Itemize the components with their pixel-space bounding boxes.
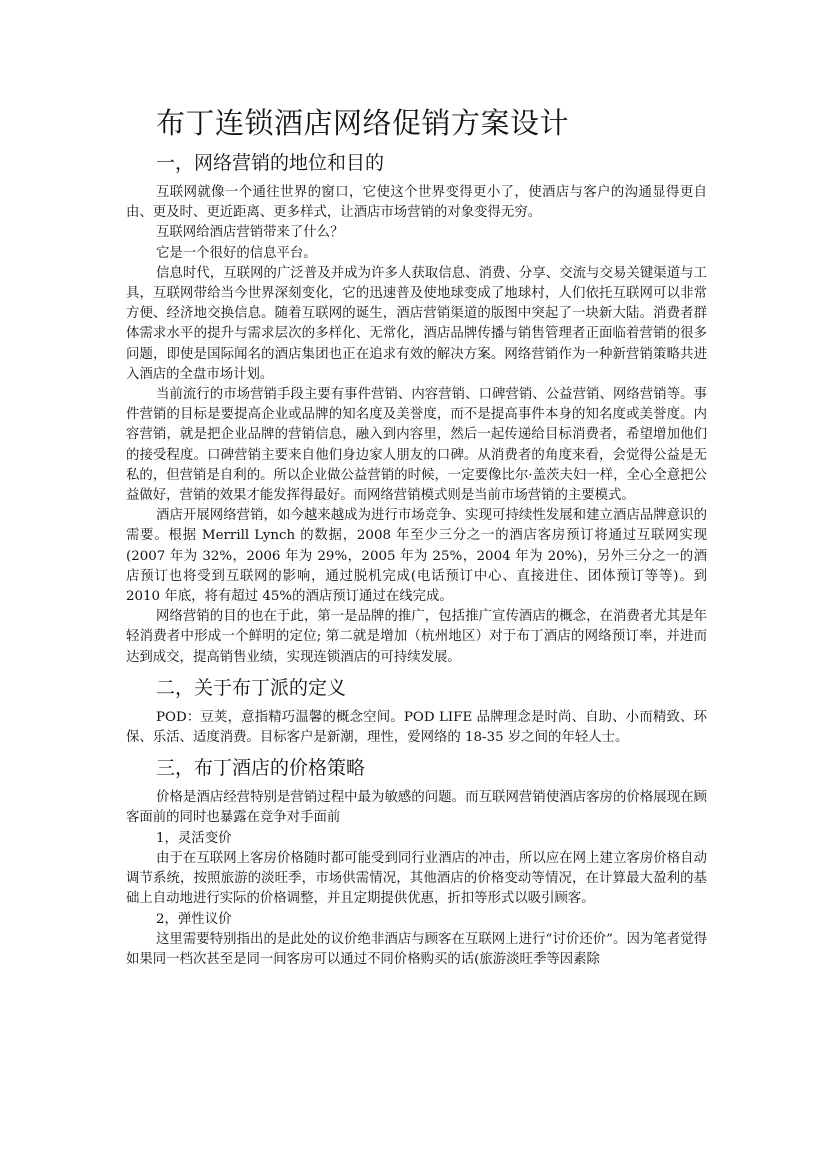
paragraph: 价格是酒店经营特别是营销过程中最为敏感的问题。而互联网营销使酒店客房的价格展现在顾客面前的同时也暴露在竞争对手面前	[126, 790, 707, 826]
paragraph: 酒店开展网络营销，如今越来越成为进行市场竞争、实现可持续性发展和建立酒店品牌意识的需要。根据 Merrill Lynch 的数据，2008 年至少三分之一的酒店客房预订将通过互联网实现(2007 年为 32%，2006 年为 29%，2005 年为 25%，2004 年为 20%)，另外三分之一的酒店预订也将受到互联网的影响，通过脱机完成(电话预订中心、直接进住、团体预订等等)。到 2010 年底，将有超过 45%的酒店预订通过在线完成。	[126, 508, 707, 605]
section-heading: 一，网络营销的地位和目的	[156, 152, 385, 174]
section-heading: 三，布丁酒店的价格策略	[156, 757, 366, 780]
paragraph: 互联网给酒店营销带来了什么？	[156, 225, 344, 241]
paragraph: 信息时代，互联网的广泛普及并成为许多人获取信息、消费、分享、交流与交易关键渠道与工具，互联网带给当今世界深刻变化，它的迅速普及使地球变成了地球村，人们依托互联网可以非常方便、经济地交换信息。随着互联网的诞生，酒店营销渠道的版图中突起了一块新大陆。消费者群体需求水平的提升与需求层次的多样化、无常化，酒店品牌传播与销售管理者正面临着营销的很多问题，即使是国际闻名的酒店集团也正在追求有效的解决方案。网络营销作为一种新营销策略共进入酒店的全盘市场计划。	[126, 265, 707, 382]
list-heading: 2，弹性议价	[156, 911, 232, 927]
paragraph: POD：豆荚，意指精巧温馨的概念空间。POD LIFE 品牌理念是时尚、自助、小而精致、环保、乐活、适度消费。目标客户是新潮，理性，爱网络的 18-35 岁之间的年轻人士。	[126, 709, 707, 746]
list-heading: 1，灵活变价	[156, 830, 232, 846]
document-title: 布丁连锁酒店网络促销方案设计	[156, 106, 570, 140]
paragraph: 网络营销的目的也在于此，第一是品牌的推广，包括推广宣传酒店的概念，在消费者尤其是年轻消费者中形成一个鲜明的定位; 第二就是增加（杭州地区）对于布丁酒店的网络预订率，并进而达到成交，提高销售业绩，实现连锁酒店的可持续发展。	[126, 609, 707, 665]
paragraph: 它是一个很好的信息平台。	[156, 245, 317, 261]
paragraph: 互联网就像一个通往世界的窗口，它使这个世界变得更小了，使酒店与客户的沟通显得更自由、更及时、更近距离、更多样式，让酒店市场营销的对象变得无穷。	[126, 185, 707, 221]
paragraph: 当前流行的市场营销手段主要有事件营销、内容营销、口碑营销、公益营销、网络营销等。事件营销的目标是要提高企业或品牌的知名度及美誉度，而不是提高事件本身的知名度或美誉度。内容营销，就是把企业品牌的营销信息，融入到内容里，然后一起传递给目标消费者，希望增加他们的接受程度。口碑营销主要来自他们身边家人朋友的口碑。从消费者的角度来看，会觉得公益是无私的，但营销是自利的。所以企业做公益营销的时候，一定要像比尔·盖茨夫妇一样，全心全意把公益做好，营销的效果才能发挥得最好。而网络营销模式则是当前市场营销的主要模式。	[126, 387, 707, 504]
paragraph: 这里需要特别指出的是此处的议价绝非酒店与顾客在互联网上进行“讨价还价”。因为笔者觉得如果同一档次甚至是同一间客房可以通过不同价格购买的话(旅游淡旺季等因素除	[126, 931, 707, 967]
section-heading: 二，关于布丁派的定义	[156, 676, 347, 699]
paragraph: 由于在互联网上客房价格随时都可能受到同行业酒店的冲击，所以应在网上建立客房价格自动调节系统，按照旅游的淡旺季，市场供需情况，其他酒店的价格变动等情况，在计算最大盈利的基础上自动地进行实际的价格调整，并且定期提供优惠，折扣等形式以吸引顾客。	[126, 850, 707, 907]
